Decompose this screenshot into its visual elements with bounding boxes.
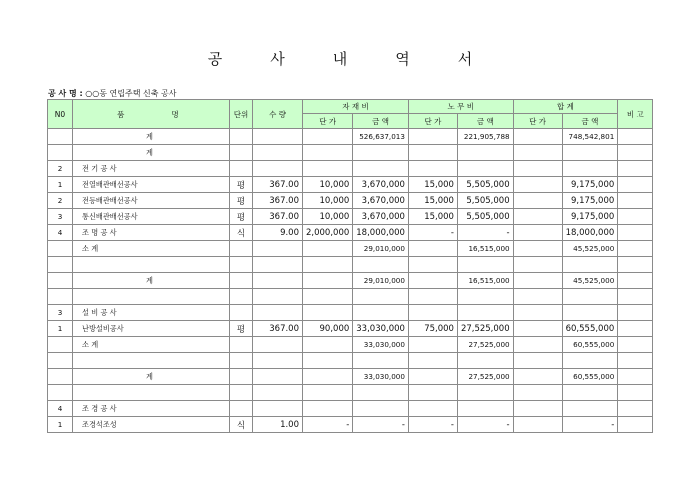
cell-total-amount: 45,525,000 bbox=[562, 241, 618, 257]
table-row bbox=[48, 161, 653, 177]
cell-unit: 평 bbox=[230, 321, 253, 337]
table-row bbox=[48, 385, 653, 401]
cell-labor-unit-price bbox=[408, 401, 457, 417]
cost-breakdown-table bbox=[47, 99, 653, 433]
cell-qty: 367.00 bbox=[253, 193, 303, 209]
cell-material-unit-price: 10,000 bbox=[303, 177, 353, 193]
cell-labor-amount bbox=[457, 401, 513, 417]
cell-labor-unit-price: 15,000 bbox=[408, 193, 457, 209]
cell-labor-amount: 221,905,788 bbox=[457, 129, 513, 145]
cell-no: 2 bbox=[48, 193, 73, 209]
cell-material-amount: 3,670,000 bbox=[353, 193, 409, 209]
cell-no bbox=[48, 129, 73, 145]
cell-material-amount: 3,670,000 bbox=[353, 177, 409, 193]
cell-total-unit-price bbox=[513, 257, 562, 273]
cell-labor-amount: 5,505,000 bbox=[457, 193, 513, 209]
table-row bbox=[48, 129, 653, 145]
header-item-b: 명 bbox=[169, 100, 230, 129]
cell-total-amount: 9,175,000 bbox=[562, 209, 618, 225]
cell-total-amount bbox=[562, 353, 618, 369]
cell-material-unit-price: 2,000,000 bbox=[303, 225, 353, 241]
cell-total-amount: 45,525,000 bbox=[562, 273, 618, 289]
title-char: 서 bbox=[457, 50, 473, 68]
cell-material-unit-price bbox=[303, 257, 353, 273]
cell-qty bbox=[253, 305, 303, 321]
cell-total-unit-price bbox=[513, 337, 562, 353]
cell-material-amount: 3,670,000 bbox=[353, 209, 409, 225]
title-char: 역 bbox=[395, 50, 410, 68]
cell-total-unit-price bbox=[513, 401, 562, 417]
header-total: 합 계 bbox=[513, 100, 618, 114]
cell-material-amount: - bbox=[353, 417, 409, 433]
cell-remark bbox=[618, 289, 653, 305]
cell-labor-unit-price: - bbox=[408, 417, 457, 433]
header-no: N0 bbox=[48, 100, 73, 129]
header-remark: 비 고 bbox=[618, 100, 653, 129]
cell-qty: 367.00 bbox=[253, 209, 303, 225]
project-label: 공 사 명 : bbox=[48, 89, 83, 98]
table-row bbox=[48, 321, 653, 337]
cell-material-amount: 33,030,000 bbox=[353, 337, 409, 353]
cell-unit bbox=[230, 353, 253, 369]
cell-total-unit-price bbox=[513, 417, 562, 433]
cell-qty bbox=[253, 161, 303, 177]
cell-total-amount bbox=[562, 145, 618, 161]
cell-qty bbox=[253, 273, 303, 289]
cell-remark bbox=[618, 129, 653, 145]
cell-no bbox=[48, 289, 73, 305]
cell-unit bbox=[230, 161, 253, 177]
cell-remark bbox=[618, 257, 653, 273]
cell-labor-unit-price bbox=[408, 273, 457, 289]
cell-material-unit-price bbox=[303, 337, 353, 353]
cell-material-amount: 526,637,013 bbox=[353, 129, 409, 145]
cell-material-unit-price bbox=[303, 241, 353, 257]
cell-labor-amount: 27,525,000 bbox=[457, 337, 513, 353]
cell-qty bbox=[253, 257, 303, 273]
cell-total-unit-price bbox=[513, 289, 562, 305]
cell-material-amount bbox=[353, 305, 409, 321]
cell-no: 1 bbox=[48, 177, 73, 193]
cell-remark bbox=[618, 273, 653, 289]
cell-total-unit-price bbox=[513, 193, 562, 209]
cell-item-name: 조 경 공 사 bbox=[73, 401, 230, 417]
cell-total-unit-price bbox=[513, 177, 562, 193]
cell-no: 1 bbox=[48, 321, 73, 337]
cell-labor-amount bbox=[457, 257, 513, 273]
cell-labor-unit-price bbox=[408, 161, 457, 177]
cell-material-amount bbox=[353, 385, 409, 401]
cell-remark bbox=[618, 209, 653, 225]
cell-item-name: 계 bbox=[73, 145, 230, 161]
cell-unit: 평 bbox=[230, 193, 253, 209]
cell-labor-unit-price: 75,000 bbox=[408, 321, 457, 337]
table-row bbox=[48, 289, 653, 305]
cell-unit bbox=[230, 337, 253, 353]
cell-item-name: 전열배관배선공사 bbox=[73, 177, 230, 193]
cell-labor-amount: - bbox=[457, 225, 513, 241]
table-row bbox=[48, 273, 653, 289]
cell-no: 3 bbox=[48, 305, 73, 321]
cell-total-unit-price bbox=[513, 369, 562, 385]
cell-labor-amount: 5,505,000 bbox=[457, 177, 513, 193]
cell-remark bbox=[618, 321, 653, 337]
cell-total-unit-price bbox=[513, 321, 562, 337]
cell-item-name: 전등배관배선공사 bbox=[73, 193, 230, 209]
cell-total-amount bbox=[562, 289, 618, 305]
cell-qty bbox=[253, 369, 303, 385]
cell-labor-amount bbox=[457, 145, 513, 161]
cell-item-name: 설 비 공 사 bbox=[73, 305, 230, 321]
cell-no bbox=[48, 145, 73, 161]
cell-material-unit-price bbox=[303, 305, 353, 321]
table-row bbox=[48, 353, 653, 369]
cell-qty bbox=[253, 145, 303, 161]
header-labor-unit-price: 단 가 bbox=[408, 114, 457, 129]
cell-unit bbox=[230, 241, 253, 257]
cell-labor-unit-price bbox=[408, 129, 457, 145]
cell-material-unit-price bbox=[303, 385, 353, 401]
cell-total-amount: 9,175,000 bbox=[562, 193, 618, 209]
cell-labor-amount: 5,505,000 bbox=[457, 209, 513, 225]
header-material-unit-price: 단 가 bbox=[303, 114, 353, 129]
cell-material-amount bbox=[353, 289, 409, 305]
cell-remark bbox=[618, 401, 653, 417]
cell-item-name: 계 bbox=[73, 273, 230, 289]
cell-total-unit-price bbox=[513, 241, 562, 257]
cell-labor-amount bbox=[457, 305, 513, 321]
cell-material-amount: 29,010,000 bbox=[353, 273, 409, 289]
title-char: 내 bbox=[332, 50, 348, 68]
table-row bbox=[48, 241, 653, 257]
cell-qty: 9.00 bbox=[253, 225, 303, 241]
cell-qty bbox=[253, 353, 303, 369]
cell-no: 3 bbox=[48, 209, 73, 225]
cell-item-name bbox=[73, 353, 230, 369]
cell-remark bbox=[618, 369, 653, 385]
header-labor-amount: 금 액 bbox=[457, 114, 513, 129]
cell-labor-unit-price bbox=[408, 145, 457, 161]
cell-labor-unit-price bbox=[408, 305, 457, 321]
header-total-unit-price: 단 가 bbox=[513, 114, 562, 129]
cell-total-unit-price bbox=[513, 161, 562, 177]
cell-labor-unit-price bbox=[408, 369, 457, 385]
document-title bbox=[0, 48, 680, 69]
cell-remark bbox=[618, 177, 653, 193]
cell-qty bbox=[253, 241, 303, 257]
cell-material-unit-price: - bbox=[303, 417, 353, 433]
cell-remark bbox=[618, 145, 653, 161]
cell-item-name: 조 명 공 사 bbox=[73, 225, 230, 241]
cell-total-amount bbox=[562, 385, 618, 401]
cell-remark bbox=[618, 417, 653, 433]
cell-labor-amount: 27,525,000 bbox=[457, 321, 513, 337]
cell-qty: 1.00 bbox=[253, 417, 303, 433]
cell-unit: 평 bbox=[230, 177, 253, 193]
cell-total-amount bbox=[562, 161, 618, 177]
cell-item-name: 소 계 bbox=[73, 241, 230, 257]
cell-material-unit-price bbox=[303, 273, 353, 289]
header-unit: 단위 bbox=[230, 100, 253, 129]
cell-labor-unit-price: 15,000 bbox=[408, 177, 457, 193]
cell-labor-amount: 27,525,000 bbox=[457, 369, 513, 385]
cell-unit bbox=[230, 305, 253, 321]
cell-material-amount bbox=[353, 257, 409, 273]
cell-total-amount bbox=[562, 305, 618, 321]
cell-material-unit-price bbox=[303, 353, 353, 369]
cell-item-name: 조경석조성 bbox=[73, 417, 230, 433]
cell-labor-unit-price bbox=[408, 289, 457, 305]
cell-item-name bbox=[73, 257, 230, 273]
cell-remark bbox=[618, 225, 653, 241]
cell-total-unit-price bbox=[513, 273, 562, 289]
table-row bbox=[48, 305, 653, 321]
cell-material-unit-price bbox=[303, 369, 353, 385]
cell-no: 4 bbox=[48, 401, 73, 417]
cell-remark bbox=[618, 353, 653, 369]
cell-remark bbox=[618, 241, 653, 257]
cell-no: 1 bbox=[48, 417, 73, 433]
table-row bbox=[48, 369, 653, 385]
cell-remark bbox=[618, 193, 653, 209]
cell-material-unit-price bbox=[303, 401, 353, 417]
table-row bbox=[48, 177, 653, 193]
cell-material-unit-price bbox=[303, 145, 353, 161]
cell-labor-unit-price bbox=[408, 353, 457, 369]
cell-item-name: 통신배관배선공사 bbox=[73, 209, 230, 225]
cell-material-amount: 18,000,000 bbox=[353, 225, 409, 241]
cell-labor-amount bbox=[457, 353, 513, 369]
cell-material-unit-price: 90,000 bbox=[303, 321, 353, 337]
cell-total-unit-price bbox=[513, 209, 562, 225]
project-line bbox=[48, 88, 176, 99]
table-row bbox=[48, 145, 653, 161]
cell-no bbox=[48, 337, 73, 353]
cell-material-amount: 33,030,000 bbox=[353, 321, 409, 337]
table-row bbox=[48, 209, 653, 225]
project-name: ○○동 연립주택 신축 공사 bbox=[85, 89, 177, 98]
cell-qty: 367.00 bbox=[253, 321, 303, 337]
header-item-a: 품 bbox=[73, 100, 169, 129]
table-row bbox=[48, 401, 653, 417]
table-row bbox=[48, 257, 653, 273]
cell-no bbox=[48, 353, 73, 369]
cell-remark bbox=[618, 385, 653, 401]
cell-material-unit-price bbox=[303, 161, 353, 177]
cell-material-amount: 29,010,000 bbox=[353, 241, 409, 257]
cell-labor-amount bbox=[457, 161, 513, 177]
header-total-amount: 금 액 bbox=[562, 114, 618, 129]
cell-item-name bbox=[73, 289, 230, 305]
cell-material-amount bbox=[353, 161, 409, 177]
cell-remark bbox=[618, 337, 653, 353]
cell-total-unit-price bbox=[513, 225, 562, 241]
cell-qty bbox=[253, 289, 303, 305]
cell-unit bbox=[230, 369, 253, 385]
cell-unit bbox=[230, 145, 253, 161]
header-qty: 수 량 bbox=[253, 100, 303, 129]
cell-total-amount: 9,175,000 bbox=[562, 177, 618, 193]
cell-unit bbox=[230, 401, 253, 417]
cell-labor-amount bbox=[457, 289, 513, 305]
cell-material-unit-price: 10,000 bbox=[303, 209, 353, 225]
cell-no bbox=[48, 273, 73, 289]
cell-labor-unit-price: 15,000 bbox=[408, 209, 457, 225]
header-labor: 노 무 비 bbox=[408, 100, 513, 114]
header-material: 자 재 비 bbox=[303, 100, 409, 114]
cell-total-amount: 18,000,000 bbox=[562, 225, 618, 241]
cell-labor-amount bbox=[457, 385, 513, 401]
cell-unit: 식 bbox=[230, 417, 253, 433]
cell-remark bbox=[618, 305, 653, 321]
cell-total-amount: 60,555,000 bbox=[562, 337, 618, 353]
cell-remark bbox=[618, 161, 653, 177]
cell-unit: 평 bbox=[230, 209, 253, 225]
cell-unit bbox=[230, 129, 253, 145]
cell-material-amount bbox=[353, 145, 409, 161]
cell-no bbox=[48, 369, 73, 385]
cell-unit bbox=[230, 273, 253, 289]
cell-material-amount bbox=[353, 401, 409, 417]
cell-qty bbox=[253, 129, 303, 145]
header-material-amount: 금 액 bbox=[353, 114, 409, 129]
cell-unit: 식 bbox=[230, 225, 253, 241]
cell-labor-amount: - bbox=[457, 417, 513, 433]
cell-labor-unit-price bbox=[408, 241, 457, 257]
cell-labor-amount: 16,515,000 bbox=[457, 241, 513, 257]
cell-total-unit-price bbox=[513, 385, 562, 401]
cell-material-unit-price: 10,000 bbox=[303, 193, 353, 209]
table-row bbox=[48, 193, 653, 209]
cell-item-name: 계 bbox=[73, 129, 230, 145]
table-row bbox=[48, 225, 653, 241]
cell-no: 2 bbox=[48, 161, 73, 177]
cell-item-name: 계 bbox=[73, 369, 230, 385]
cell-qty: 367.00 bbox=[253, 177, 303, 193]
cell-labor-unit-price bbox=[408, 385, 457, 401]
cell-total-unit-price bbox=[513, 305, 562, 321]
cell-total-amount: - bbox=[562, 417, 618, 433]
cell-qty bbox=[253, 337, 303, 353]
cell-item-name: 소 계 bbox=[73, 337, 230, 353]
cell-item-name: 전 기 공 사 bbox=[73, 161, 230, 177]
cell-qty bbox=[253, 401, 303, 417]
cell-material-amount bbox=[353, 353, 409, 369]
title-char: 사 bbox=[270, 50, 285, 68]
cell-total-unit-price bbox=[513, 129, 562, 145]
cell-item-name bbox=[73, 385, 230, 401]
cell-labor-amount: 16,515,000 bbox=[457, 273, 513, 289]
cell-total-unit-price bbox=[513, 353, 562, 369]
title-char: 공 bbox=[207, 50, 223, 68]
cell-material-amount: 33,030,000 bbox=[353, 369, 409, 385]
cell-labor-unit-price: - bbox=[408, 225, 457, 241]
cell-total-amount bbox=[562, 257, 618, 273]
cell-material-unit-price bbox=[303, 129, 353, 145]
cell-material-unit-price bbox=[303, 289, 353, 305]
cell-total-unit-price bbox=[513, 145, 562, 161]
cell-unit bbox=[230, 257, 253, 273]
cell-total-amount: 60,555,000 bbox=[562, 369, 618, 385]
cell-total-amount: 60,555,000 bbox=[562, 321, 618, 337]
table-row bbox=[48, 337, 653, 353]
cell-item-name: 난방설비공사 bbox=[73, 321, 230, 337]
cell-no bbox=[48, 385, 73, 401]
cell-total-amount bbox=[562, 401, 618, 417]
cell-labor-unit-price bbox=[408, 257, 457, 273]
cell-no: 4 bbox=[48, 225, 73, 241]
cell-no bbox=[48, 257, 73, 273]
cell-no bbox=[48, 241, 73, 257]
cell-labor-unit-price bbox=[408, 337, 457, 353]
cell-unit bbox=[230, 289, 253, 305]
cell-unit bbox=[230, 385, 253, 401]
cell-qty bbox=[253, 385, 303, 401]
table-row bbox=[48, 417, 653, 433]
cell-total-amount: 748,542,801 bbox=[562, 129, 618, 145]
